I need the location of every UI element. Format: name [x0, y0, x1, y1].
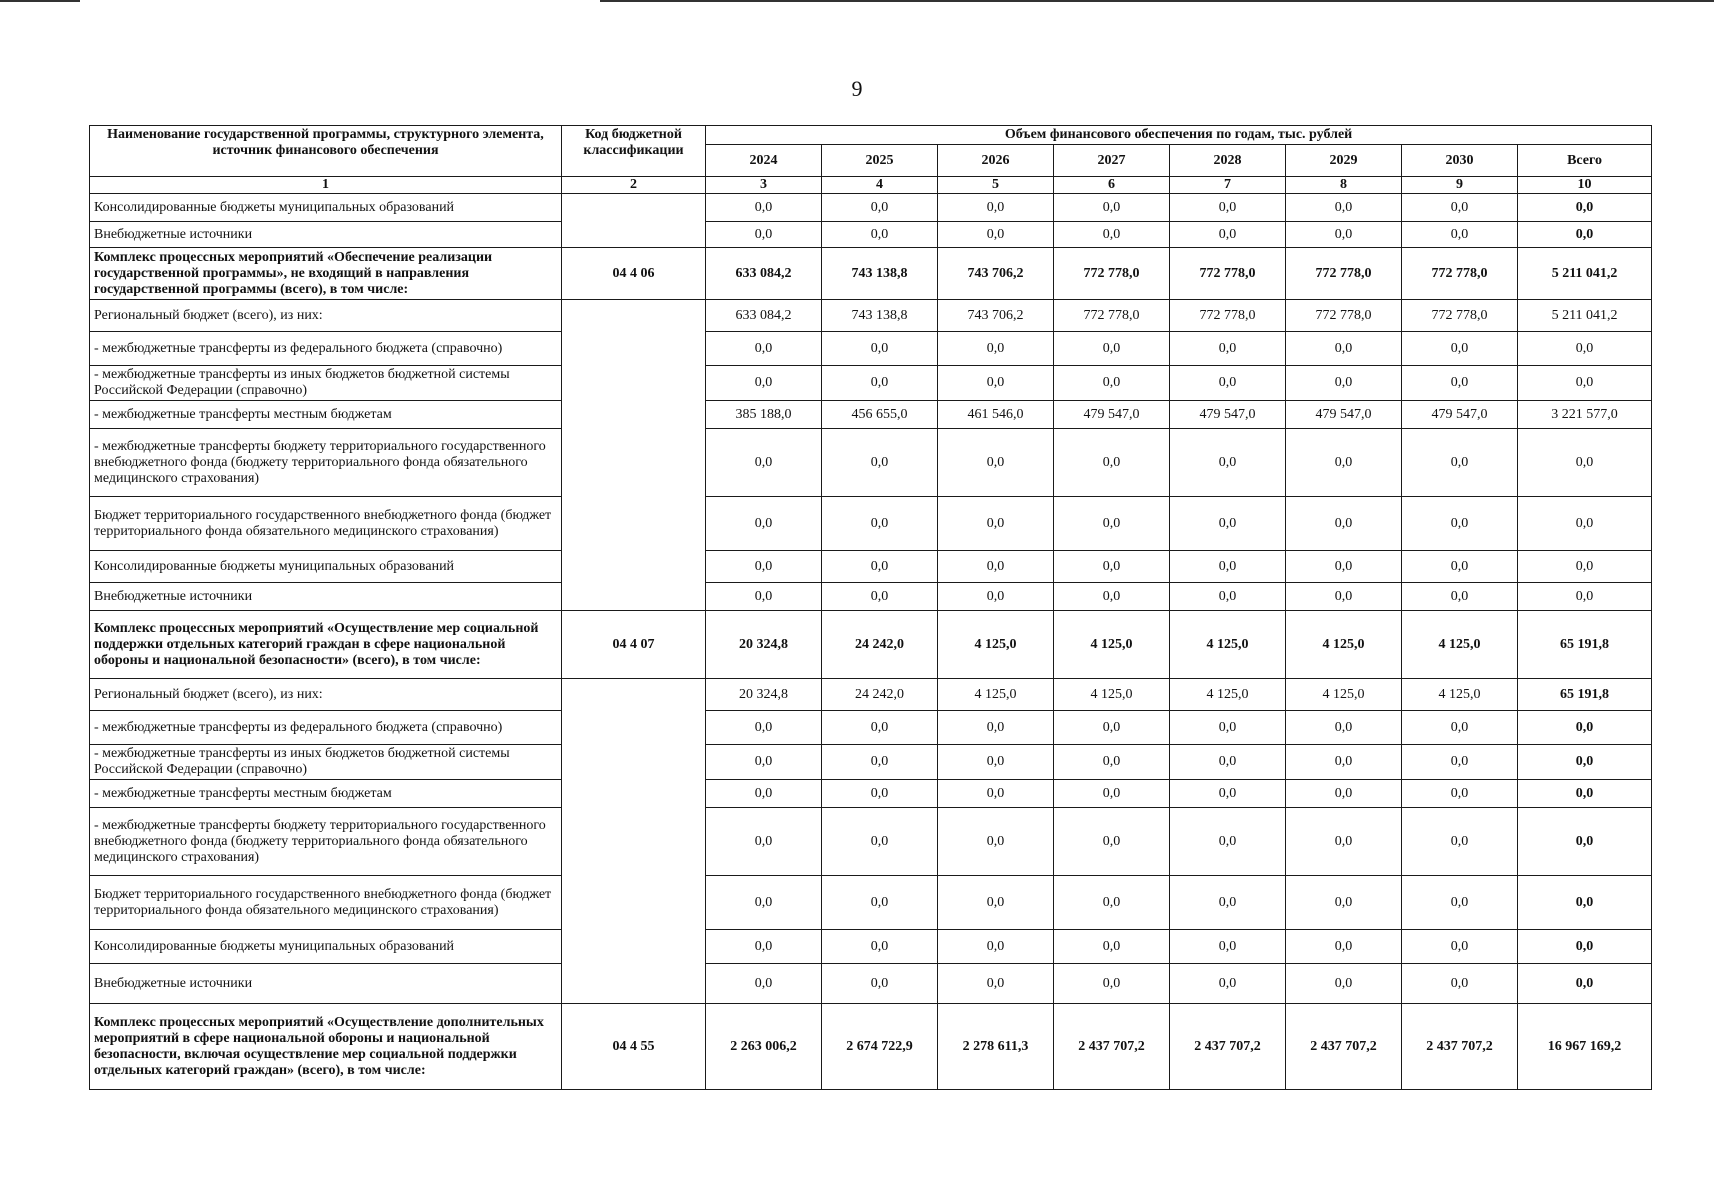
row-value: 4 125,0 — [1286, 611, 1402, 679]
row-name: Комплекс процессных мероприятий «Обеспечение реализации государственной программы», не входящий в направления государственной программы (всего), в том числе: — [90, 248, 562, 300]
row-value: 0,0 — [822, 194, 938, 222]
row-total: 0,0 — [1518, 332, 1652, 366]
table-row — [90, 780, 1652, 808]
row-value: 0,0 — [938, 583, 1054, 611]
row-value: 743 138,8 — [822, 300, 938, 332]
row-value: 0,0 — [1286, 497, 1402, 551]
row-value: 0,0 — [1170, 876, 1286, 930]
row-value: 0,0 — [1054, 194, 1170, 222]
row-total: 0,0 — [1518, 551, 1652, 583]
row-name: Комплекс процессных мероприятий «Осуществление мер социальной поддержки отдельных категорий граждан в сфере национальной обороны и национальной безопасности» (всего), в том числе: — [90, 611, 562, 679]
row-value: 0,0 — [822, 964, 938, 1004]
row-value: 0,0 — [1402, 222, 1518, 248]
row-value: 0,0 — [1054, 222, 1170, 248]
row-name: Консолидированные бюджеты муниципальных образований — [90, 551, 562, 583]
row-total: 0,0 — [1518, 808, 1652, 876]
row-value: 0,0 — [706, 808, 822, 876]
row-value: 0,0 — [1170, 194, 1286, 222]
table-row — [90, 583, 1652, 611]
column-number: 1 — [90, 177, 562, 194]
row-value: 2 674 722,9 — [822, 1004, 938, 1090]
row-value: 0,0 — [938, 497, 1054, 551]
row-value: 0,0 — [1402, 583, 1518, 611]
row-value: 4 125,0 — [1054, 611, 1170, 679]
row-value: 0,0 — [706, 745, 822, 780]
row-value: 0,0 — [938, 429, 1054, 497]
row-value: 0,0 — [822, 583, 938, 611]
row-value: 4 125,0 — [1402, 679, 1518, 711]
row-value: 385 188,0 — [706, 401, 822, 429]
row-value: 0,0 — [1170, 930, 1286, 964]
row-value: 0,0 — [1402, 551, 1518, 583]
row-value: 0,0 — [1286, 711, 1402, 745]
row-value: 2 437 707,2 — [1286, 1004, 1402, 1090]
row-name: Консолидированные бюджеты муниципальных образований — [90, 930, 562, 964]
row-value: 0,0 — [1286, 551, 1402, 583]
row-total: 0,0 — [1518, 711, 1652, 745]
table-row — [90, 1004, 1652, 1090]
row-value: 0,0 — [1170, 808, 1286, 876]
row-value: 772 778,0 — [1286, 300, 1402, 332]
row-value: 0,0 — [1054, 366, 1170, 401]
row-value: 0,0 — [1286, 583, 1402, 611]
row-value: 0,0 — [1402, 745, 1518, 780]
row-value: 20 324,8 — [706, 679, 822, 711]
row-value: 0,0 — [938, 780, 1054, 808]
row-value: 0,0 — [822, 332, 938, 366]
row-value: 0,0 — [1170, 780, 1286, 808]
row-value: 0,0 — [706, 930, 822, 964]
row-value: 772 778,0 — [1054, 300, 1170, 332]
row-value: 0,0 — [1054, 930, 1170, 964]
row-value: 0,0 — [1286, 194, 1402, 222]
header-total: Всего — [1518, 145, 1652, 177]
row-value: 0,0 — [1286, 745, 1402, 780]
row-value: 0,0 — [1286, 930, 1402, 964]
row-value: 0,0 — [1286, 429, 1402, 497]
row-value: 2 437 707,2 — [1054, 1004, 1170, 1090]
row-value: 4 125,0 — [938, 679, 1054, 711]
row-value: 0,0 — [1054, 876, 1170, 930]
header-year: 2027 — [1054, 145, 1170, 177]
column-number: 10 — [1518, 177, 1652, 194]
row-value: 0,0 — [1286, 222, 1402, 248]
table-row — [90, 551, 1652, 583]
row-value: 0,0 — [1286, 964, 1402, 1004]
row-value: 0,0 — [1170, 222, 1286, 248]
table-row — [90, 401, 1652, 429]
column-number: 6 — [1054, 177, 1170, 194]
row-value: 0,0 — [1170, 497, 1286, 551]
row-value: 0,0 — [1286, 366, 1402, 401]
row-value: 0,0 — [938, 222, 1054, 248]
row-code: 04 4 06 — [562, 248, 706, 300]
row-value: 0,0 — [1170, 583, 1286, 611]
row-total: 0,0 — [1518, 497, 1652, 551]
row-value: 0,0 — [822, 497, 938, 551]
table-row — [90, 679, 1652, 711]
row-value: 743 138,8 — [822, 248, 938, 300]
row-value: 772 778,0 — [1054, 248, 1170, 300]
row-value: 479 547,0 — [1286, 401, 1402, 429]
row-value: 0,0 — [706, 964, 822, 1004]
row-value: 0,0 — [938, 808, 1054, 876]
row-value: 772 778,0 — [1170, 300, 1286, 332]
row-value: 0,0 — [822, 876, 938, 930]
row-value: 0,0 — [938, 711, 1054, 745]
row-code-empty — [562, 300, 706, 611]
row-value: 0,0 — [1402, 366, 1518, 401]
row-value: 0,0 — [1402, 332, 1518, 366]
row-value: 0,0 — [706, 780, 822, 808]
table-row — [90, 711, 1652, 745]
row-total: 5 211 041,2 — [1518, 248, 1652, 300]
row-code-empty — [562, 679, 706, 1004]
row-value: 0,0 — [1286, 808, 1402, 876]
row-name: - межбюджетные трансферты из федерального бюджета (справочно) — [90, 711, 562, 745]
row-value: 0,0 — [822, 222, 938, 248]
header-volume: Объем финансового обеспечения по годам, тыс. рублей — [706, 126, 1652, 145]
row-name: - межбюджетные трансферты из федерального бюджета (справочно) — [90, 332, 562, 366]
row-value: 0,0 — [1402, 780, 1518, 808]
row-value: 0,0 — [938, 332, 1054, 366]
row-name: Внебюджетные источники — [90, 583, 562, 611]
row-value: 0,0 — [1170, 366, 1286, 401]
row-value: 0,0 — [1286, 332, 1402, 366]
row-total: 0,0 — [1518, 194, 1652, 222]
row-value: 772 778,0 — [1170, 248, 1286, 300]
table-row — [90, 248, 1652, 300]
row-value: 0,0 — [1054, 429, 1170, 497]
row-value: 0,0 — [1054, 964, 1170, 1004]
row-total: 0,0 — [1518, 745, 1652, 780]
header-year: 2029 — [1286, 145, 1402, 177]
row-value: 479 547,0 — [1170, 401, 1286, 429]
row-value: 0,0 — [1054, 551, 1170, 583]
row-value: 0,0 — [822, 930, 938, 964]
row-total: 0,0 — [1518, 964, 1652, 1004]
header-name: Наименование государственной программы, структурного элемента, источник финансового обеспечения — [90, 126, 562, 177]
column-number: 5 — [938, 177, 1054, 194]
row-value: 0,0 — [706, 332, 822, 366]
row-name: Бюджет территориального государственного внебюджетного фонда (бюджет территориального фонда обязательного медицинского страхования) — [90, 876, 562, 930]
row-value: 2 437 707,2 — [1170, 1004, 1286, 1090]
column-number: 7 — [1170, 177, 1286, 194]
table-row — [90, 332, 1652, 366]
row-value: 0,0 — [938, 551, 1054, 583]
row-value: 0,0 — [1170, 551, 1286, 583]
row-value: 0,0 — [1402, 930, 1518, 964]
table-row — [90, 808, 1652, 876]
row-value: 0,0 — [822, 711, 938, 745]
row-value: 456 655,0 — [822, 401, 938, 429]
row-value: 772 778,0 — [1286, 248, 1402, 300]
row-name: Внебюджетные источники — [90, 222, 562, 248]
header-year: 2028 — [1170, 145, 1286, 177]
row-name: - межбюджетные трансферты местным бюджетам — [90, 401, 562, 429]
row-value: 0,0 — [706, 429, 822, 497]
row-value: 0,0 — [938, 964, 1054, 1004]
row-name: Внебюджетные источники — [90, 964, 562, 1004]
row-total: 5 211 041,2 — [1518, 300, 1652, 332]
row-value: 0,0 — [706, 583, 822, 611]
row-value: 0,0 — [706, 876, 822, 930]
row-value: 4 125,0 — [1170, 679, 1286, 711]
row-value: 4 125,0 — [1286, 679, 1402, 711]
column-number: 9 — [1402, 177, 1518, 194]
row-value: 24 242,0 — [822, 611, 938, 679]
row-total: 0,0 — [1518, 583, 1652, 611]
row-value: 0,0 — [938, 745, 1054, 780]
row-value: 0,0 — [1402, 964, 1518, 1004]
row-value: 0,0 — [822, 429, 938, 497]
column-number: 8 — [1286, 177, 1402, 194]
row-name: - межбюджетные трансферты из иных бюджетов бюджетной системы Российской Федерации (справочно) — [90, 745, 562, 780]
row-total: 65 191,8 — [1518, 679, 1652, 711]
row-code: 04 4 55 — [562, 1004, 706, 1090]
row-value: 0,0 — [1286, 876, 1402, 930]
row-name: Региональный бюджет (всего), из них: — [90, 679, 562, 711]
row-value: 0,0 — [1054, 745, 1170, 780]
row-value: 0,0 — [706, 222, 822, 248]
table-row — [90, 611, 1652, 679]
row-value: 479 547,0 — [1402, 401, 1518, 429]
row-total: 0,0 — [1518, 366, 1652, 401]
row-value: 0,0 — [822, 780, 938, 808]
row-total: 0,0 — [1518, 780, 1652, 808]
row-value: 0,0 — [706, 551, 822, 583]
row-value: 0,0 — [1054, 780, 1170, 808]
row-value: 479 547,0 — [1054, 401, 1170, 429]
table-row — [90, 745, 1652, 780]
row-value: 0,0 — [706, 366, 822, 401]
page-number: 9 — [851, 76, 863, 101]
row-value: 0,0 — [1054, 497, 1170, 551]
row-value: 0,0 — [822, 745, 938, 780]
row-value: 0,0 — [1170, 332, 1286, 366]
row-value: 0,0 — [1054, 583, 1170, 611]
table-row — [90, 366, 1652, 401]
row-value: 0,0 — [706, 194, 822, 222]
column-number: 4 — [822, 177, 938, 194]
row-value: 743 706,2 — [938, 248, 1054, 300]
row-value: 633 084,2 — [706, 248, 822, 300]
row-value: 772 778,0 — [1402, 248, 1518, 300]
row-value: 24 242,0 — [822, 679, 938, 711]
row-value: 0,0 — [822, 366, 938, 401]
row-value: 0,0 — [938, 930, 1054, 964]
column-number: 3 — [706, 177, 822, 194]
table-row — [90, 194, 1652, 222]
table-row — [90, 222, 1652, 248]
row-value: 4 125,0 — [1170, 611, 1286, 679]
row-value: 0,0 — [1170, 429, 1286, 497]
row-value: 0,0 — [1402, 876, 1518, 930]
header-year: 2024 — [706, 145, 822, 177]
row-value: 772 778,0 — [1402, 300, 1518, 332]
row-value: 2 263 006,2 — [706, 1004, 822, 1090]
row-value: 2 437 707,2 — [1402, 1004, 1518, 1090]
row-code — [562, 194, 706, 248]
row-value: 0,0 — [1402, 194, 1518, 222]
row-value: 0,0 — [1402, 497, 1518, 551]
row-value: 0,0 — [938, 194, 1054, 222]
row-name: - межбюджетные трансферты местным бюджетам — [90, 780, 562, 808]
table-row — [90, 964, 1652, 1004]
header-year: 2030 — [1402, 145, 1518, 177]
row-value: 0,0 — [1402, 808, 1518, 876]
row-name: Региональный бюджет (всего), из них: — [90, 300, 562, 332]
row-value: 743 706,2 — [938, 300, 1054, 332]
row-value: 0,0 — [1170, 964, 1286, 1004]
row-name: Комплекс процессных мероприятий «Осуществление дополнительных мероприятий в сфере национальной обороны и национальной безопасности, включая осуществление мер социальной поддержки отдельных категорий граждан» (всего), в том числе: — [90, 1004, 562, 1090]
row-value: 0,0 — [706, 711, 822, 745]
row-value: 0,0 — [1402, 429, 1518, 497]
row-code: 04 4 07 — [562, 611, 706, 679]
header-year: 2026 — [938, 145, 1054, 177]
row-name: - межбюджетные трансферты бюджету территориального государственного внебюджетного фонда (бюджету территориального фонда обязательного медицинского страхования) — [90, 808, 562, 876]
row-value: 0,0 — [1054, 711, 1170, 745]
table-row — [90, 930, 1652, 964]
row-value: 0,0 — [822, 551, 938, 583]
row-value: 461 546,0 — [938, 401, 1054, 429]
row-value: 4 125,0 — [1402, 611, 1518, 679]
column-numbers-row — [90, 177, 1652, 194]
row-total: 0,0 — [1518, 876, 1652, 930]
row-value: 0,0 — [1286, 780, 1402, 808]
row-value: 0,0 — [938, 366, 1054, 401]
row-value: 0,0 — [706, 497, 822, 551]
table-row — [90, 876, 1652, 930]
row-value: 0,0 — [938, 876, 1054, 930]
row-value: 20 324,8 — [706, 611, 822, 679]
row-value: 633 084,2 — [706, 300, 822, 332]
row-total: 0,0 — [1518, 429, 1652, 497]
row-value: 0,0 — [1054, 808, 1170, 876]
row-value: 0,0 — [1170, 745, 1286, 780]
row-total: 0,0 — [1518, 222, 1652, 248]
row-name: Бюджет территориального государственного внебюджетного фонда (бюджет территориального фонда обязательного медицинского страхования) — [90, 497, 562, 551]
row-value: 4 125,0 — [938, 611, 1054, 679]
row-value: 0,0 — [1170, 711, 1286, 745]
row-name: - межбюджетные трансферты из иных бюджетов бюджетной системы Российской Федерации (справочно) — [90, 366, 562, 401]
row-value: 2 278 611,3 — [938, 1004, 1054, 1090]
table-row — [90, 497, 1652, 551]
row-value: 0,0 — [1054, 332, 1170, 366]
header-code: Код бюджетной классификации — [562, 126, 706, 177]
row-total: 16 967 169,2 — [1518, 1004, 1652, 1090]
table-row — [90, 300, 1652, 332]
header-year: 2025 — [822, 145, 938, 177]
row-value: 0,0 — [1402, 711, 1518, 745]
row-total: 65 191,8 — [1518, 611, 1652, 679]
column-number: 2 — [562, 177, 706, 194]
financing-table — [89, 125, 1652, 1090]
row-value: 4 125,0 — [1054, 679, 1170, 711]
row-total: 3 221 577,0 — [1518, 401, 1652, 429]
row-name: - межбюджетные трансферты бюджету территориального государственного внебюджетного фонда (бюджету территориального фонда обязательного медицинского страхования) — [90, 429, 562, 497]
row-total: 0,0 — [1518, 930, 1652, 964]
row-name: Консолидированные бюджеты муниципальных образований — [90, 194, 562, 222]
row-value: 0,0 — [822, 808, 938, 876]
top-scan-line — [0, 0, 1714, 3]
table-row — [90, 429, 1652, 497]
